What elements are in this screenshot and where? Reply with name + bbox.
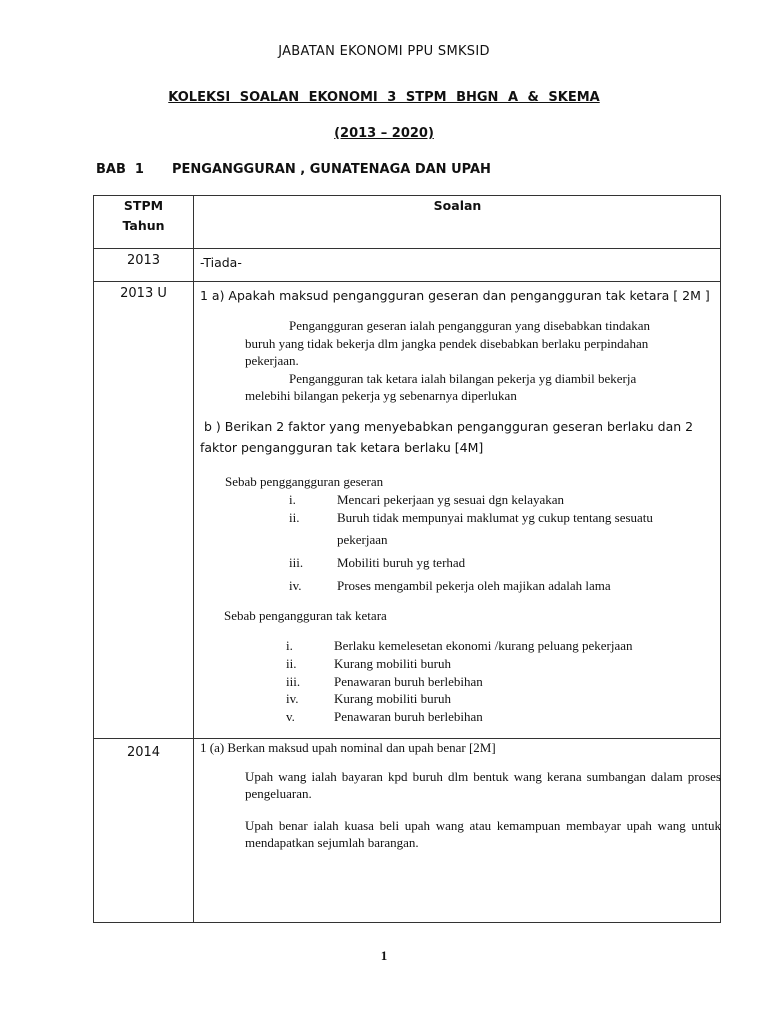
document-title: KOLEKSI SOALAN EKONOMI 3 STPM BHGN A & SKEMA — [168, 90, 600, 105]
list-number: i. — [286, 638, 293, 653]
list-item: Buruh tidak mempunyai maklumat yg cukup tentang sesuatu — [337, 510, 653, 525]
question-1a: 1 (a) Berkan maksud upah nominal dan upah benar [2M] — [200, 740, 496, 755]
answer-paragraph: Upah wang ialah bayaran kpd buruh dlm bentuk wang kerana sumbangan dalam proses pengeluaran. — [245, 769, 721, 801]
chapter-title: PENGANGGURAN , GUNATENAGA DAN UPAH — [171, 162, 491, 177]
answer-line: Pengangguran tak ketara ialah bilangan pekerja yg diambil bekerja — [289, 371, 637, 386]
row-divider — [94, 281, 720, 282]
question-1b-cont: faktor pengangguran tak ketara berlaku [4M] — [200, 440, 484, 455]
list-heading: Sebab pengangguran tak ketara — [224, 608, 387, 623]
list-number: iv. — [286, 691, 299, 706]
chapter-number: BAB 1 — [96, 162, 144, 177]
list-number: ii. — [289, 510, 300, 525]
row-divider — [94, 248, 720, 249]
question-1b: b ) Berikan 2 faktor yang menyebabkan pengangguran geseran berlaku dan 2 — [204, 419, 694, 434]
year-cell: 2013 — [126, 253, 161, 268]
answer-line: melebihi bilangan pekerja yg sebenarnya diperlukan — [245, 388, 517, 403]
list-number: v. — [286, 709, 295, 724]
answer-line: pekerjaan. — [245, 353, 299, 368]
question-table — [93, 195, 721, 923]
list-item: pekerjaan — [337, 532, 388, 547]
list-item: Kurang mobiliti buruh — [334, 691, 451, 706]
list-item: Proses mengambil pekerja oleh majikan adalah lama — [337, 578, 611, 593]
list-item: Kurang mobiliti buruh — [334, 656, 451, 671]
year-range: (2013 – 2020) — [334, 126, 434, 141]
list-heading: Sebab penggangguran geseran — [225, 474, 384, 489]
list-number: iii. — [286, 674, 301, 689]
list-item: Penawaran buruh berlebihan — [334, 709, 483, 724]
year-column-header: STPM Tahun — [122, 198, 165, 233]
year-cell: 2014 — [126, 745, 161, 760]
page-number: 1 — [380, 948, 388, 963]
department-header: JABATAN EKONOMI PPU SMKSID — [278, 44, 490, 59]
question-1a: 1 a) Apakah maksud pengangguran geseran dan pengangguran tak ketara [ 2M ] — [200, 288, 710, 303]
question-text: -Tiada- — [200, 255, 242, 270]
answer-line: Pengangguran geseran ialah pengangguran yang disebabkan tindakan — [289, 318, 650, 333]
year-cell: 2013 U — [120, 286, 167, 301]
list-number: ii. — [286, 656, 297, 671]
answer-line: buruh yang tidak bekerja dlm jangka pendek disebabkan berlaku perpindahan — [245, 336, 649, 351]
list-item: Mobiliti buruh yg terhad — [337, 555, 466, 570]
column-divider — [193, 196, 194, 922]
list-item: Penawaran buruh berlebihan — [334, 674, 483, 689]
list-number: iv. — [289, 578, 302, 593]
answer-paragraph: Upah benar ialah kuasa beli upah wang atau kemampuan membayar upah wang untuk mendapatkan sejumlah barangan. — [245, 818, 721, 850]
list-item: Berlaku kemelesetan ekonomi /kurang peluang pekerjaan — [334, 638, 633, 653]
list-number: i. — [289, 492, 296, 507]
list-item: Mencari pekerjaan yg sesuai dgn kelayakan — [337, 492, 565, 507]
list-number: iii. — [289, 555, 304, 570]
question-column-header: Soalan — [433, 198, 482, 213]
chapter-heading — [96, 162, 491, 177]
